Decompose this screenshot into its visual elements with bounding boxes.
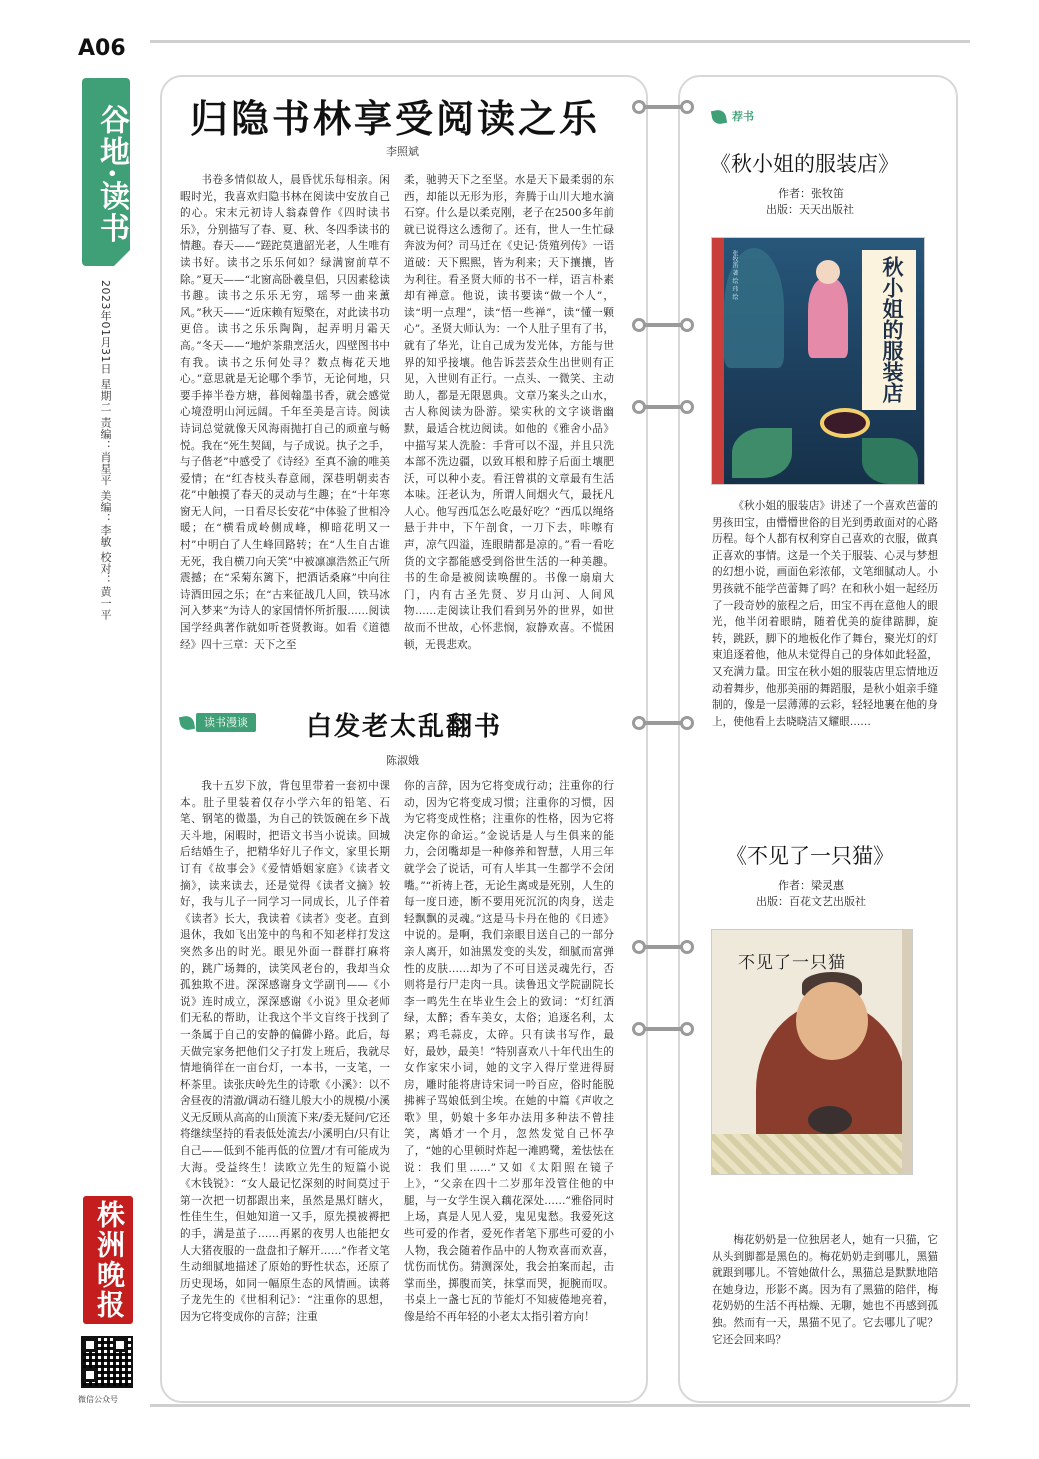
section-tag — [82, 78, 130, 266]
article1-title: 归隐书林享受阅读之乐 — [190, 96, 601, 141]
cover-quilt — [712, 1134, 912, 1174]
book2-publisher: 出版：百花文艺出版社 — [756, 895, 866, 908]
book1-title: 《秋小姐的服装店》 — [710, 152, 899, 176]
book2-review-text: 梅花奶奶是一位独居老人，她有一只猫，它从头到脚都是黑色的。梅花奶奶走到哪儿，黑猫就跟到哪儿。不管她做什么，黑猫总是默默地陪在她身边，形影不离。因为有了黑猫的陪伴，梅花奶奶的生活不再枯燥、无聊，她也不再感到孤独。然而有一天，黑猫不见了。它去哪儿了呢？它还会回来吗？ — [712, 1234, 938, 1346]
section-name: 谷地·读书 — [94, 103, 129, 245]
book1-publisher: 出版：天天出版社 — [766, 203, 854, 216]
cover-leaf — [862, 438, 918, 484]
article2-column-1 — [180, 778, 390, 1384]
article1-column-1 — [180, 172, 390, 688]
cover-title: 秋小姐的服装店 — [880, 256, 905, 403]
cover-title-box — [862, 250, 916, 410]
article2-text-1: 我十五岁下放，背包里带着一套初中课本。肚子里装着仅存小学六年的铅笔、石笔、钢笔的微墨，为自己的铁饭碗在乡下战天斗地，闲暇时，把语文书当小说读。回城后结婚生子，把精华好儿子作文，家里长期订有《故事会》《爱情婚姻家庭》《读者文摘》，读来读去，还是觉得《读者文摘》较好，我与儿子一同学习一同成长，儿子伴着《读者》长大，我读着《读者》变老。直到退休，我如飞出笼中的鸟和不知老样打发这突然多出的时光。眼见外面一群群打麻将的，跳广场舞的，读笑风老台的，我却当众孤独欺不进。深深感谢身文学副刊——《小说》连时成立，深深感谢《小说》里众老师们无私的帮助，让我这个半文盲终于找到了一条属于自己的安静的偏僻小路。此后，每天做完家务把他们父子打发上班后，我就尽情地徜徉在一亩台灯，一本书，一支笔，一杯茶里。读张庆岭先生的诗歌《小溪》：以不舍昼夜的清澈/调动石缝儿般大小的规模/小溪义无反顾从高高的山顶流下来/委无疑问/它还将继续坚持的看表低处流去/小溪明白/只有让自己——低到不能再低的位置/才有可能成为大海。受益终生！读欧立先生的短篇小说《木钱锐》：“女人最记忆深刻的时间莫过于第一次把一切都跟出来，虽然是黑灯瞎火，性佳生生，但她知道一又手，原先摸被褥把的手，满是茧子……再累的夜男人也能把女人大猪夜服的一盘盘扣子解开……”作者文笔生动细腻地描述了原始的野性状态，还原了历史现场，如同一幅原生态的风情画。读蒋子龙先生的《世相利记》：“注重你的思想，因为它将变成你的言辞；注重 — [180, 780, 390, 1323]
leaf-icon — [711, 109, 727, 125]
article2-column-2 — [404, 778, 614, 1384]
book2-title: 《不见了一只猫》 — [726, 844, 894, 868]
article2-tag — [180, 712, 290, 732]
cover-leaf — [732, 428, 792, 478]
cover-grandma-face — [796, 982, 868, 1060]
recommend-tag — [712, 106, 792, 126]
article1-text-1: 书卷多情似故人，晨昏忧乐每相亲。闲暇时光，我喜欢归隐书林在阅读中安放自己的心。宋末元初诗人翁森曾作《四时读书乐》，分别描写了春、夏、秋、冬四季读书的情趣。春天——“蹉跎莫遣韶光老，人生唯有读书好。读书之乐乐何如？绿满窗前草不除。”夏天——“北窗高卧羲皇侣，只因素稔读书趣。读书之乐乐无穷，瑶琴一曲来薰风。”秋天——“近床赖有短檠在，对此读书功更倍。读书之乐乐陶陶，起弄明月霜天高。”冬天——“地炉茶鼎烹活火，四壁图书中有我。读书之乐何处寻？数点梅花天地心。”意思就是无论哪个季节，无论何地，只要手捧半卷方塘，暮阅翰墨书香，就会感觉心境澄明山河远阔。千年至美是言诗。阅读诗词总觉就像天风海雨抛打自己的顽童与畅悦。我在“死生契阔，与子成说。执子之手，与子偕老”中感受了《诗经》至真不渝的唯美爱情；在“红杏枝头春意闹，深巷明朝卖杏花”中触摸了春天的灵动与生趣；在“十年寒窗无人问，一日看尽长安花”中体验了世相冷暖；在“横看成岭侧成峰，柳暗花明又一村”中明白了人生峰回路转；在“人生自古谁无死，我自横刀向天笑”中被凛凛浩然正气所震撼；在“采菊东篱下，把酒话桑麻”中向往诗酒田园之乐；在“古来征战几人回，铁马冰河入梦来”为诗人的家国情怀所折服……阅读国学经典著作就如听苍贤教诲。如看《道德经》四十三章：天下之至 — [180, 174, 390, 651]
recommend-tag-label: 荐书 — [732, 110, 754, 123]
cover-title: 不见了一只猫 — [738, 953, 846, 973]
binder-ring-icon — [632, 400, 694, 414]
qr-finder-icon — [83, 1338, 97, 1352]
cover-cat — [808, 1106, 852, 1134]
binder-ring-icon — [632, 716, 694, 730]
cover-pond-ring — [820, 408, 870, 438]
binder-ring-icon — [632, 1022, 694, 1036]
binder-ring-icon — [632, 318, 694, 332]
book2-cover-image — [712, 930, 912, 1174]
book2-author: 作者：梁灵惠 — [778, 879, 844, 892]
top-rule — [150, 40, 970, 43]
book1-review — [712, 498, 938, 798]
book1-cover-image — [712, 238, 924, 484]
qr-finder-icon — [113, 1338, 127, 1352]
book2-review — [712, 1232, 938, 1372]
section-tag-notch — [113, 249, 131, 267]
cover-spine — [712, 238, 724, 484]
article2-author: 陈淑娥 — [386, 754, 419, 767]
leaf-icon — [179, 715, 195, 731]
article2-title: 白发老太乱翻书 — [306, 712, 503, 742]
article1-author: 李照斌 — [386, 145, 419, 158]
newspaper-logo — [83, 1196, 133, 1324]
cover-figure-head — [816, 260, 840, 284]
article2-tag-label: 读书漫谈 — [196, 713, 256, 732]
binder-ring-icon — [632, 940, 694, 954]
article1-column-2 — [404, 172, 614, 688]
article2-text-2: 你的言辞，因为它将变成行动；注重你的行动，因为它将变成习惯；注重你的习惯，因为它将变成性格；注重你的性格，因为它将决定你的命运。”金说话是人与生俱来的能力，会闭嘴却是一种修养和智慧，人用三年就学会了说话，可有人毕其一生都学不会闭嘴。”“祈祷上苍，无论生离或是死别，人生的每一度日迹，断不要用死沉沉的肉身，送走轻飘飘的灵魂。”这是马卡丹在他的《日迹》中说的。是啊，我们亲眼目送自己的一部分亲人离开，如油黑发变的头发，细腻而富弹性的皮肤……却为了不可目送灵魂先行，否则将是行尸走肉一具。读鲁迅文学院副院长李一鸣先生在毕业生会上的致词：“灯红酒绿，太醉；香车美女，太俗；追逐名利，太累；鸡毛蒜皮，太碎。只有读书写作，最好，最妙，最美！”特别喜欢八十年代出生的女作家宋小词，她的文字入得厅堂进得厨房，雕时能将唐诗宋词一吟百应，俗时能脱拂裤子骂娘低到尘埃。在她的中篇《声收之歌》里，奶娘十多年办法用多种法不曾挂笑，离婚才一个月，忽然发觉自己怀孕了，“她的心里顿时炸起一滩鸥鹭，羞怯怯在说：我们里……”又如《太阳照在镜子上》，“父亲在四十二岁那年没管住他的中腿，与一女学生误入藕花深处……”雅俗同时上场，真是人见人爱，鬼见鬼愁。我爱死这些可爱的作者，爱死作者笔下那些可爱的小人物，我会随着作品中的人物欢喜而欢喜，忧伤而忧伤。猜测深处，我会拍案而起，击掌而坐，掷腹而笑，抹掌而哭，扼腕而叹。书桌上一盏七瓦的节能灯不知疲倦地亮着，像是给不再年轻的小老太太指引着方向！ — [404, 780, 614, 1323]
qr-finder-icon — [83, 1368, 97, 1382]
cover-small-text: 张牧笛 著 绘 玮 绘 — [731, 250, 738, 300]
bottom-rule — [150, 1404, 970, 1407]
book1-review-text: 《秋小姐的服装店》讲述了一个喜欢芭蕾的男孩田宝，由懵懵世俗的目光到勇敢面对的心路历程。每个人都有权利穿自己喜欢的衣服，做真正喜欢的事情。这是一个关于服装、心灵与梦想的幻想小说，画面色彩浓郁，文笔细腻动人。小男孩就不能学芭蕾舞了吗？在和秋小姐一起经历了一段奇妙的旅程之后，田宝不再在意他人的眼光，他半闭着眼睛，随着优美的旋律踮脚，旋转，跳跃，脚下的地板化作了舞台，聚光灯的灯束追逐着他，他从未觉得自己的身体如此轻盈，又充满力量。田宝在秋小姐的服装店里忘情地迈动着舞步，他那美丽的舞蹈服，是秋小姐亲手缝制的，像是一层薄薄的云彩，轻轻地裹在他的身上，使他看上去晓晓洁又耀眼…… — [712, 500, 938, 728]
qr-caption: 微信公众号 — [78, 1395, 118, 1404]
cover-figure — [808, 278, 848, 358]
book1-author: 作者：张牧笛 — [778, 187, 844, 200]
article1-text-2: 柔，驰骋天下之至坚。水是天下最柔弱的东西，却能以无形为形，奔腾于山川大地水滴石穿。什么是以柔克刚，老子在2500多年前就已说得这么透彻了。还有，世人一生忙碌奔波为何？司马迁在《史记·货殖列传》一语道破：天下熙熙，皆为利来；天下攘攘，皆为利往。看圣贤大师的书不一样，语言朴素却有禅意。他说，读书要读“做一个人”，读“明一点理”，读“悟一些禅”，读“懂一颗心”。圣贤大师认为：一个人肚子里有了书，就有了华光，让自己成为发光体，方能与世界的知乎接壤。他告诉芸芸众生出世则有正见，入世则有正行。一点头、一微笑、主动助人，都是无限恩典。文章乃案头之山水，古人称阅读为卧游。梁实秋的文字谈谐幽默，最适合枕边阅读。如他的《雅舍小品》中描写某人洗脸：手背可以不湿，并且只洗本部不洗边疆，以致耳根和脖子后面土壤肥沃，可以种小麦。看汪曾祺的文章最有生活本味。汪老认为，所谓人间烟火气，最抚凡人心。他写西瓜怎么吃最好吃？“西瓜以绳络悬于井中，下午剖食，一刀下去，咔嚓有声，凉气四溢，连眼睛都是凉的。”看一看吃货的文字都能感受到俗世生活的一种美趣。书的生命是被阅读唤醒的。书像一扇扇大门，内有古圣先贤、岁月山河、人间风物……走阅读让我们看到另外的世界，如世故而不世故，心怀悲悯，寂静欢喜。不慌困顿，无畏悲欢。 — [404, 174, 614, 651]
dateline: 2023年01月31日 星期二 责编：肖星平 美编：李敏 校对：黄一平 — [99, 280, 112, 621]
binder-ring-icon — [632, 100, 694, 114]
logo-text: 株洲晚报 — [93, 1200, 126, 1320]
page-number: A06 — [78, 36, 126, 61]
cover-spine — [902, 930, 912, 1174]
